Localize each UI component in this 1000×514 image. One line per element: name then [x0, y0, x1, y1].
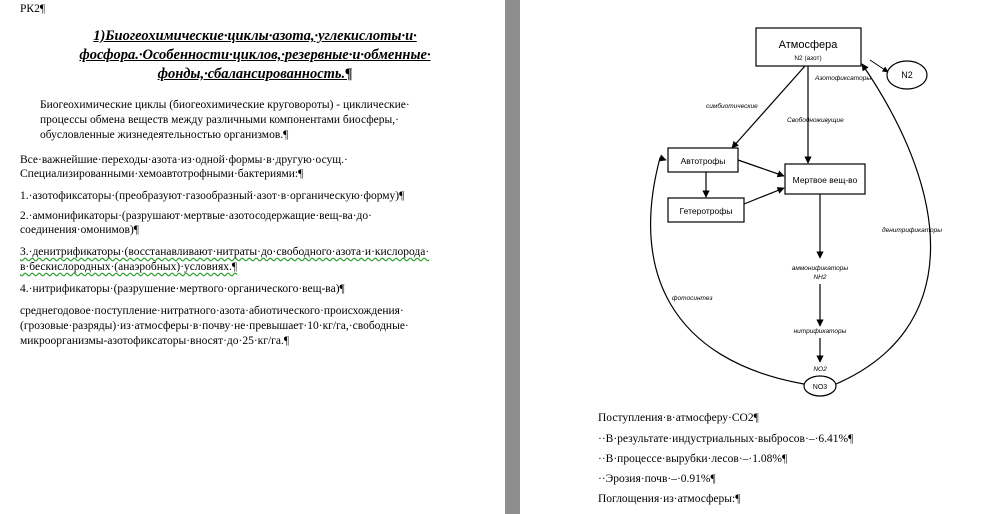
co2-item-1: ··В·результате·индустриальных·выбросов·–·6.41%¶	[598, 433, 854, 445]
page-header: РК2¶	[20, 3, 46, 15]
autotrophs-to-dead-arrow	[738, 160, 784, 176]
denitrifiers-curve	[836, 64, 931, 384]
photosynthesis-label: фотосинтез	[672, 295, 713, 302]
intro-line-2: процессы обмена веществ между различными компонентами биосферы,·	[40, 114, 399, 126]
denitrifiers-label: денитрификаторы	[882, 227, 943, 234]
list-item-2-line-2: соединения·омонимов)¶	[20, 224, 140, 236]
para1-line-1: Все·важнейшие·переходы·азота·из·одной·формы·в·другую·осущ.·	[20, 154, 348, 166]
nh2-label: NH2	[813, 274, 827, 281]
atmosphere-label: Атмосфера	[778, 39, 838, 51]
ammonifiers-label: аммонификаторы	[791, 265, 849, 272]
heterotrophs-label: Гетеротрофы	[679, 206, 733, 216]
nitrogen-cycle-diagram	[520, 0, 1000, 400]
para2-line-3: микроорганизмы-азотофиксаторы·вносят·до·25·кг/га.¶	[20, 335, 290, 347]
co2-title: Поступления·в·атмосферу·CO2¶	[598, 412, 759, 424]
no2-label: NO2	[813, 366, 827, 373]
absorb-title: Поглощения·из·атмосферы:¶	[598, 493, 741, 505]
photosynthesis-curve	[651, 158, 804, 384]
atmosphere-sub-label: N2 (азот)	[794, 55, 822, 62]
para2-line-2: (грозовые·разряды)·из·атмосферы·в·почву·не·превышает·10·кг/га,·свободные·	[20, 320, 409, 332]
page-gutter	[505, 0, 520, 514]
list-item-3-line-1: 3.·денитрификаторы·(восстанавливают·нитраты·до·свободного·азота·и·кислорода·	[20, 246, 430, 258]
nitrogen-fixers-label: Азотофиксаторы	[815, 75, 872, 82]
no3-label: NO3	[812, 384, 828, 391]
title-line-2: фосфора.·Особенности·циклов,·резервные·и·обменные·	[79, 47, 431, 63]
list-item-4: 4.·нитрификаторы·(разрушение·мертвого·органического·вещ-ва)¶	[20, 283, 345, 295]
symbiotic-label: симбиотические	[706, 103, 758, 110]
autotrophs-label: Автотрофы	[680, 156, 726, 166]
heterotrophs-to-dead-arrow	[744, 188, 784, 204]
n2-label: N2	[901, 70, 913, 80]
para2-line-1: среднегодовое·поступление·нитратного·азота·абиотического·происхождения·	[20, 305, 404, 317]
intro-line-1: Биогеохимические циклы (биогеохимические круговороты) - циклические·	[40, 99, 410, 111]
co2-item-3: ··Эрозия·почв·–·0.91%¶	[598, 473, 716, 485]
list-item-3-line-2: в·бескислородных·(анаэробных)·условиях.¶	[20, 261, 238, 273]
title-line-3: фонды,·сбалансированность.¶	[157, 66, 353, 82]
list-item-2-line-1: 2.·аммонификаторы·(разрушают·мертвые·азотосодержащие·вещ-ва·до·	[20, 210, 372, 222]
dead-matter-label: Мертвое вещ-во	[792, 175, 858, 185]
title-line-1: 1)Биогеохимические·циклы·азота,·углекислоты·и·	[93, 28, 417, 44]
nitrifiers-label: нитрификаторы	[793, 328, 847, 335]
atm-to-n2-arrow	[870, 60, 888, 72]
free-living-label: Свободноживущие	[787, 117, 844, 124]
para1-line-2: Специализированными·хемоавтотрофными·бактериями:¶	[20, 168, 304, 180]
document-page-right	[520, 0, 1000, 514]
intro-line-3: обусловленные жизнедеятельностью организмов.¶	[40, 129, 289, 141]
list-item-1: 1.·азотофиксаторы·(преобразуют·газообразный·азот·в·органическую·форму)¶	[20, 190, 405, 202]
co2-item-2: ··В·процессе·вырубки·лесов·–·1.08%¶	[598, 453, 788, 465]
